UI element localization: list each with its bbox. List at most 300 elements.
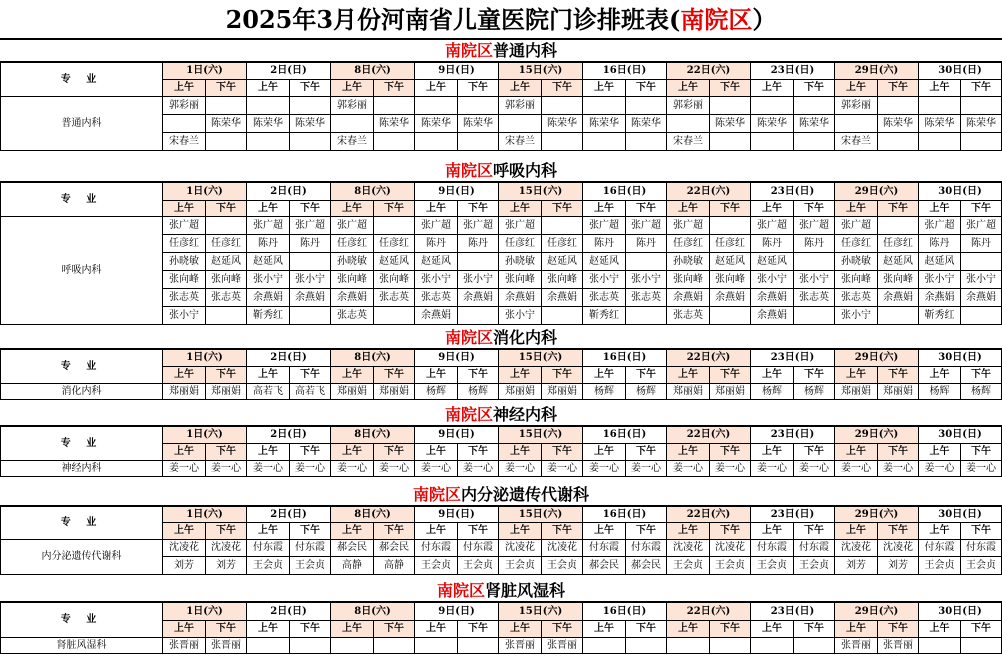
section-campus: 南院区 — [444, 405, 493, 424]
doctor-cell: 郭彩丽 — [163, 97, 206, 115]
date-header: 23日(日) — [751, 603, 835, 621]
table-row — [1, 97, 1002, 115]
am-header: 上午 — [667, 621, 710, 638]
doctor-cell: 靳秀红 — [583, 307, 626, 325]
date-header: 9日(日) — [415, 603, 499, 621]
doctor-cell: 宋春兰 — [163, 133, 206, 151]
pm-header: 下午 — [374, 80, 415, 97]
doctor-cell: 杨辉 — [458, 384, 499, 400]
doctor-cell — [290, 97, 331, 115]
doctor-cell: 刘芳 — [878, 557, 919, 575]
am-header: 上午 — [415, 367, 458, 384]
am-header: 上午 — [583, 201, 626, 217]
doctor-cell: 赵延风 — [542, 253, 583, 271]
date-header: 22日(六) — [667, 63, 751, 80]
doctor-cell: 沈凌花 — [542, 540, 583, 557]
doctor-cell: 余燕娟 — [919, 289, 961, 307]
schedule-table — [0, 602, 1002, 654]
doctor-cell — [206, 133, 247, 151]
department-name: 肾脏风湿科 — [1, 638, 163, 654]
doctor-cell: 陈荣华 — [710, 115, 751, 133]
pm-header: 下午 — [458, 80, 499, 97]
doctor-cell: 王会贞 — [710, 557, 751, 575]
am-header: 上午 — [919, 201, 961, 217]
doctor-cell — [331, 638, 374, 654]
doctor-cell: 张广超 — [499, 217, 542, 235]
doctor-cell: 赵延风 — [247, 253, 290, 271]
doctor-cell: 孙晓敏 — [499, 253, 542, 271]
section-campus: 南院区 — [444, 328, 493, 347]
doctor-cell: 沈凌花 — [499, 540, 542, 557]
am-header: 上午 — [835, 621, 878, 638]
date-header: 16日(日) — [583, 63, 667, 80]
section-name: 普通内科 — [493, 41, 558, 60]
doctor-cell: 姜一心 — [710, 461, 751, 477]
doctor-cell: 付东霞 — [415, 540, 458, 557]
pm-header: 下午 — [710, 367, 751, 384]
title-suffix: ） — [752, 5, 777, 34]
pm-header: 下午 — [626, 201, 667, 217]
doctor-cell — [499, 115, 542, 133]
doctor-cell — [415, 133, 458, 151]
doctor-cell: 付东霞 — [290, 540, 331, 557]
pm-header: 下午 — [794, 201, 835, 217]
doctor-cell — [878, 97, 919, 115]
doctor-cell: 赵延风 — [878, 253, 919, 271]
doctor-cell: 张向峰 — [331, 271, 374, 289]
am-header: 上午 — [751, 621, 794, 638]
doctor-cell: 陈荣华 — [583, 115, 626, 133]
am-header: 上午 — [751, 367, 794, 384]
doctor-cell: 姜一心 — [247, 461, 290, 477]
specialty-header: 专 业 — [1, 427, 163, 461]
date-header: 22日(六) — [667, 183, 751, 201]
doctor-cell: 沈凌花 — [667, 540, 710, 557]
pm-header: 下午 — [374, 367, 415, 384]
doctor-cell: 任彦红 — [374, 235, 415, 253]
doctor-cell: 姜一心 — [458, 461, 499, 477]
date-header: 1日(六) — [163, 183, 247, 201]
doctor-cell: 付东霞 — [794, 540, 835, 557]
doctor-cell: 刘芳 — [163, 557, 206, 575]
pm-header: 下午 — [710, 444, 751, 461]
pm-header: 下午 — [626, 444, 667, 461]
doctor-cell: 任彦红 — [667, 235, 710, 253]
am-header: 上午 — [499, 201, 542, 217]
specialty-header: 专 业 — [1, 63, 163, 97]
doctor-cell: 陈荣华 — [374, 115, 415, 133]
doctor-cell — [751, 638, 794, 654]
department-name: 呼吸内科 — [1, 217, 163, 325]
doctor-cell — [794, 307, 835, 325]
date-header: 29日(六) — [835, 427, 919, 444]
pm-header: 下午 — [290, 523, 331, 540]
date-header: 9日(日) — [415, 350, 499, 367]
doctor-cell: 张志英 — [206, 289, 247, 307]
doctor-cell: 沈凌花 — [878, 540, 919, 557]
doctor-cell: 张广超 — [667, 217, 710, 235]
pm-header: 下午 — [878, 621, 919, 638]
doctor-cell: 陈荣华 — [458, 115, 499, 133]
am-header: 上午 — [751, 523, 794, 540]
doctor-cell: 余燕娟 — [961, 289, 1002, 307]
pm-header: 下午 — [206, 523, 247, 540]
doctor-cell: 赵延风 — [919, 253, 961, 271]
am-header: 上午 — [499, 621, 542, 638]
doctor-cell: 张向峰 — [163, 271, 206, 289]
doctor-cell: 任彦红 — [542, 235, 583, 253]
am-header: 上午 — [919, 523, 961, 540]
department-name: 消化内科 — [1, 384, 163, 400]
table-row — [1, 638, 1002, 654]
doctor-cell: 张广超 — [163, 217, 206, 235]
date-header: 30日(日) — [919, 603, 1002, 621]
doctor-cell: 宋春兰 — [331, 133, 374, 151]
doctor-cell: 靳秀红 — [247, 307, 290, 325]
doctor-cell: 张广超 — [835, 217, 878, 235]
doctor-cell — [374, 638, 415, 654]
doctor-cell: 任彦红 — [835, 235, 878, 253]
doctor-cell: 余燕娟 — [751, 307, 794, 325]
am-header: 上午 — [415, 621, 458, 638]
schedule-table — [0, 506, 1002, 575]
doctor-cell: 张向峰 — [542, 271, 583, 289]
doctor-cell: 王会贞 — [794, 557, 835, 575]
doctor-cell: 郑丽娟 — [542, 384, 583, 400]
pm-header: 下午 — [794, 621, 835, 638]
pm-header: 下午 — [290, 201, 331, 217]
doctor-cell: 付东霞 — [919, 540, 961, 557]
doctor-cell: 付东霞 — [247, 540, 290, 557]
section-campus: 南院区 — [444, 161, 493, 180]
doctor-cell: 任彦红 — [206, 235, 247, 253]
section-title — [0, 404, 1002, 426]
am-header: 上午 — [499, 523, 542, 540]
doctor-cell: 郑丽娟 — [206, 384, 247, 400]
am-header: 上午 — [415, 444, 458, 461]
doctor-cell — [458, 253, 499, 271]
doctor-cell — [458, 97, 499, 115]
date-header: 15日(六) — [499, 507, 583, 523]
table-row — [1, 384, 1002, 400]
doctor-cell: 郭彩丽 — [499, 97, 542, 115]
doctor-cell: 王会贞 — [961, 557, 1002, 575]
am-header: 上午 — [667, 201, 710, 217]
doctor-cell: 任彦红 — [878, 235, 919, 253]
doctor-cell: 张广超 — [919, 217, 961, 235]
doctor-cell: 张小宁 — [835, 307, 878, 325]
doctor-cell — [542, 97, 583, 115]
doctor-cell: 陈荣华 — [794, 115, 835, 133]
am-header: 上午 — [415, 201, 458, 217]
pm-header: 下午 — [710, 523, 751, 540]
date-header: 29日(六) — [835, 350, 919, 367]
doctor-cell — [206, 97, 247, 115]
doctor-cell: 张广超 — [794, 217, 835, 235]
date-header: 15日(六) — [499, 427, 583, 444]
date-header: 8日(六) — [331, 183, 415, 201]
doctor-cell: 赵延风 — [751, 253, 794, 271]
doctor-cell: 陈丹 — [458, 235, 499, 253]
section-campus: 南院区 — [436, 581, 485, 600]
doctor-cell — [247, 133, 290, 151]
doctor-cell: 付东霞 — [458, 540, 499, 557]
pm-header: 下午 — [878, 523, 919, 540]
doctor-cell — [247, 638, 290, 654]
pm-header: 下午 — [961, 523, 1002, 540]
am-header: 上午 — [583, 367, 626, 384]
doctor-cell: 赵延风 — [583, 253, 626, 271]
doctor-cell: 赵延风 — [415, 253, 458, 271]
am-header: 上午 — [583, 80, 626, 97]
doctor-cell — [331, 115, 374, 133]
table-row — [1, 461, 1002, 477]
doctor-cell: 余燕娟 — [499, 289, 542, 307]
doctor-cell: 郑丽娟 — [835, 384, 878, 400]
date-header: 2日(日) — [247, 507, 331, 523]
doctor-cell: 杨辉 — [583, 384, 626, 400]
pm-header: 下午 — [710, 201, 751, 217]
date-header: 9日(日) — [415, 507, 499, 523]
doctor-cell: 张广超 — [458, 217, 499, 235]
doctor-cell: 郝会民 — [331, 540, 374, 557]
doctor-cell: 张广超 — [583, 217, 626, 235]
doctor-cell — [878, 307, 919, 325]
doctor-cell: 张广超 — [751, 217, 794, 235]
date-header: 2日(日) — [247, 350, 331, 367]
doctor-cell: 郝会民 — [626, 557, 667, 575]
doctor-cell: 郭彩丽 — [835, 97, 878, 115]
doctor-cell — [206, 307, 247, 325]
pm-header: 下午 — [458, 523, 499, 540]
doctor-cell: 余燕娟 — [458, 289, 499, 307]
doctor-cell: 郭彩丽 — [331, 97, 374, 115]
doctor-cell: 张志英 — [835, 289, 878, 307]
doctor-cell: 孙晓敏 — [331, 253, 374, 271]
doctor-cell — [710, 307, 751, 325]
am-header: 上午 — [331, 621, 374, 638]
doctor-cell — [794, 133, 835, 151]
doctor-cell: 张小宁 — [919, 271, 961, 289]
schedule-table — [0, 182, 1002, 325]
doctor-cell: 张小宁 — [583, 271, 626, 289]
date-header: 8日(六) — [331, 603, 415, 621]
doctor-cell — [290, 133, 331, 151]
doctor-cell: 陈丹 — [626, 235, 667, 253]
doctor-cell: 张志英 — [583, 289, 626, 307]
page-title — [0, 0, 1002, 40]
doctor-cell — [710, 97, 751, 115]
doctor-cell: 郑丽娟 — [878, 384, 919, 400]
am-header: 上午 — [247, 367, 290, 384]
doctor-cell: 张志英 — [331, 307, 374, 325]
date-header: 30日(日) — [919, 350, 1002, 367]
date-header: 9日(日) — [415, 183, 499, 201]
am-header: 上午 — [247, 444, 290, 461]
doctor-cell: 张小宁 — [290, 271, 331, 289]
section-name: 内分泌遗传代谢科 — [461, 485, 590, 504]
date-header: 23日(日) — [751, 507, 835, 523]
doctor-cell: 张广超 — [290, 217, 331, 235]
doctor-cell: 陈丹 — [919, 235, 961, 253]
section-name: 肾脏风湿科 — [485, 581, 566, 600]
pm-header: 下午 — [542, 621, 583, 638]
am-header: 上午 — [247, 523, 290, 540]
date-header: 23日(日) — [751, 427, 835, 444]
doctor-cell: 张志英 — [415, 289, 458, 307]
pm-header: 下午 — [290, 367, 331, 384]
section-campus: 南院区 — [412, 485, 461, 504]
doctor-cell: 杨辉 — [794, 384, 835, 400]
date-header: 22日(六) — [667, 427, 751, 444]
am-header: 上午 — [583, 621, 626, 638]
am-header: 上午 — [163, 201, 206, 217]
doctor-cell — [583, 638, 626, 654]
doctor-cell: 赵延风 — [374, 253, 415, 271]
doctor-cell: 姜一心 — [961, 461, 1002, 477]
doctor-cell: 陈丹 — [583, 235, 626, 253]
am-header: 上午 — [583, 523, 626, 540]
date-header: 1日(六) — [163, 603, 247, 621]
doctor-cell: 张向峰 — [835, 271, 878, 289]
doctor-cell: 姜一心 — [835, 461, 878, 477]
am-header: 上午 — [835, 523, 878, 540]
pm-header: 下午 — [542, 201, 583, 217]
doctor-cell: 任彦红 — [710, 235, 751, 253]
doctor-cell: 郑丽娟 — [710, 384, 751, 400]
doctor-cell: 张晋丽 — [542, 638, 583, 654]
doctor-cell — [458, 638, 499, 654]
doctor-cell: 陈荣华 — [206, 115, 247, 133]
am-header: 上午 — [499, 80, 542, 97]
doctor-cell: 张向峰 — [206, 271, 247, 289]
am-header: 上午 — [163, 444, 206, 461]
doctor-cell: 孙晓敏 — [835, 253, 878, 271]
doctor-cell: 余燕娟 — [710, 289, 751, 307]
doctor-cell: 张广超 — [247, 217, 290, 235]
doctor-cell: 姜一心 — [331, 461, 374, 477]
doctor-cell — [878, 217, 919, 235]
am-header: 上午 — [247, 201, 290, 217]
doctor-cell: 陈丹 — [247, 235, 290, 253]
am-header: 上午 — [667, 523, 710, 540]
doctor-cell: 陈荣华 — [961, 115, 1002, 133]
doctor-cell: 郑丽娟 — [667, 384, 710, 400]
doctor-cell — [794, 638, 835, 654]
doctor-cell: 沈凌花 — [163, 540, 206, 557]
pm-header: 下午 — [458, 201, 499, 217]
doctor-cell — [458, 133, 499, 151]
doctor-cell: 王会贞 — [247, 557, 290, 575]
doctor-cell: 张晋丽 — [499, 638, 542, 654]
doctor-cell — [710, 638, 751, 654]
schedule-table — [0, 62, 1002, 151]
date-header: 15日(六) — [499, 350, 583, 367]
doctor-cell: 赵延风 — [710, 253, 751, 271]
doctor-cell: 付东霞 — [751, 540, 794, 557]
am-header: 上午 — [247, 621, 290, 638]
date-header: 29日(六) — [835, 507, 919, 523]
specialty-header: 专 业 — [1, 603, 163, 638]
doctor-cell: 余燕娟 — [751, 289, 794, 307]
doctor-cell — [667, 115, 710, 133]
doctor-cell: 姜一心 — [878, 461, 919, 477]
doctor-cell — [626, 307, 667, 325]
doctor-cell — [835, 115, 878, 133]
date-header: 9日(日) — [415, 63, 499, 80]
doctor-cell: 张晋丽 — [206, 638, 247, 654]
specialty-header: 专 业 — [1, 507, 163, 540]
doctor-cell: 任彦红 — [163, 235, 206, 253]
pm-header: 下午 — [961, 80, 1002, 97]
doctor-cell: 赵延风 — [206, 253, 247, 271]
am-header: 上午 — [163, 80, 206, 97]
am-header: 上午 — [919, 621, 961, 638]
date-header: 30日(日) — [919, 507, 1002, 523]
doctor-cell — [961, 133, 1002, 151]
doctor-cell — [794, 253, 835, 271]
doctor-cell: 王会贞 — [415, 557, 458, 575]
am-header: 上午 — [331, 80, 374, 97]
date-header: 29日(六) — [835, 603, 919, 621]
date-header: 1日(六) — [163, 63, 247, 80]
doctor-cell: 姜一心 — [374, 461, 415, 477]
doctor-cell: 张志英 — [667, 307, 710, 325]
date-header: 22日(六) — [667, 603, 751, 621]
doctor-cell: 余燕娟 — [247, 289, 290, 307]
doctor-cell: 陈丹 — [415, 235, 458, 253]
doctor-cell: 高静 — [374, 557, 415, 575]
pm-header: 下午 — [206, 80, 247, 97]
doctor-cell: 王会贞 — [542, 557, 583, 575]
doctor-cell — [667, 638, 710, 654]
date-header: 8日(六) — [331, 507, 415, 523]
am-header: 上午 — [163, 621, 206, 638]
doctor-cell: 杨辉 — [961, 384, 1002, 400]
date-header: 1日(六) — [163, 507, 247, 523]
doctor-cell: 陈荣华 — [247, 115, 290, 133]
doctor-cell: 任彦红 — [499, 235, 542, 253]
doctor-cell: 姜一心 — [542, 461, 583, 477]
doctor-cell: 高静 — [331, 557, 374, 575]
doctor-cell — [247, 97, 290, 115]
date-header: 15日(六) — [499, 183, 583, 201]
date-header: 1日(六) — [163, 350, 247, 367]
date-header: 16日(日) — [583, 183, 667, 201]
doctor-cell: 余燕娟 — [331, 289, 374, 307]
date-header: 16日(日) — [583, 350, 667, 367]
doctor-cell — [290, 253, 331, 271]
pm-header: 下午 — [374, 621, 415, 638]
date-header: 2日(日) — [247, 427, 331, 444]
section-title — [0, 580, 1002, 602]
date-header: 23日(日) — [751, 350, 835, 367]
pm-header: 下午 — [206, 621, 247, 638]
title-campus: 南院区 — [680, 5, 753, 34]
pm-header: 下午 — [206, 444, 247, 461]
pm-header: 下午 — [626, 621, 667, 638]
date-header: 16日(日) — [583, 603, 667, 621]
doctor-cell: 张志英 — [794, 289, 835, 307]
doctor-cell — [626, 97, 667, 115]
pm-header: 下午 — [878, 80, 919, 97]
doctor-cell: 余燕娟 — [667, 289, 710, 307]
doctor-cell: 张志英 — [163, 289, 206, 307]
pm-header: 下午 — [878, 201, 919, 217]
doctor-cell: 张向峰 — [667, 271, 710, 289]
date-header: 23日(日) — [751, 183, 835, 201]
doctor-cell: 郝会民 — [583, 557, 626, 575]
